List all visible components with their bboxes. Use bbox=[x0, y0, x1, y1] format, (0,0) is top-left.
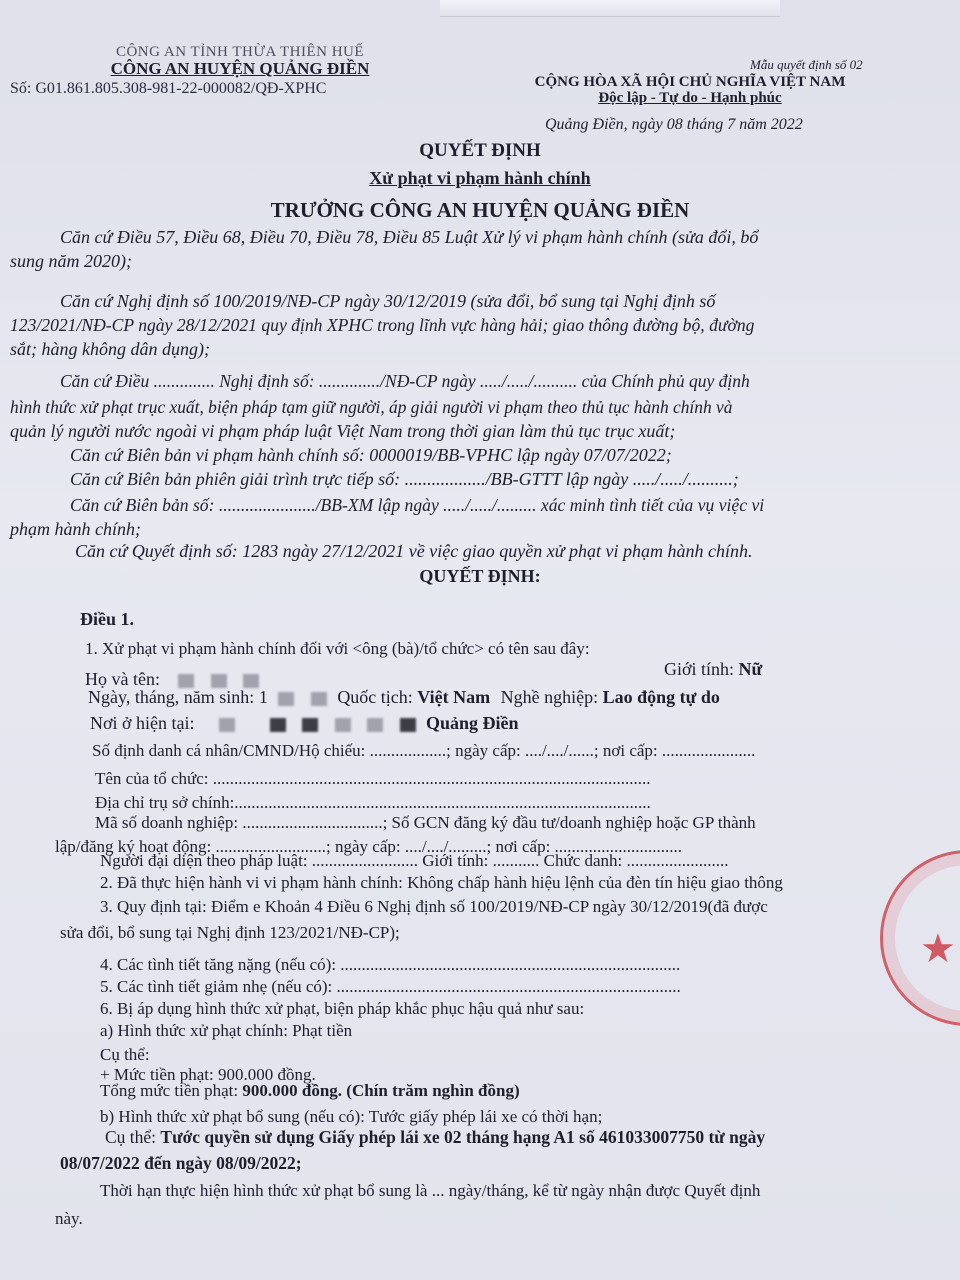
main-penalty: a) Hình thức xử phạt chính: Phạt tiền bbox=[100, 1021, 353, 1040]
basis-line: Căn cứ Biên bản phiên giải trình trực tiếp số: ................../BB-GTTT lập ngày ...../...../..........; bbox=[70, 469, 739, 489]
gender-label: Giới tính: bbox=[664, 659, 735, 679]
dob-label: Ngày, tháng, năm sinh: bbox=[88, 687, 255, 707]
article-1-heading: Điều 1. bbox=[80, 609, 134, 629]
redacted-block bbox=[270, 718, 286, 732]
fine-amount: + Mức tiền phạt: 900.000 đồng. bbox=[100, 1065, 316, 1084]
basis-line: 123/2021/NĐ-CP ngày 28/12/2021 quy định XPHC trong lĩnh vực hàng hải; giao thông đường bộ, đường bbox=[10, 315, 755, 335]
taxcode-line: Mã số doanh nghiệp: .................................; Số GCN đăng ký đầu tư/doanh nghiệp hoặc GP thành bbox=[95, 813, 756, 832]
basis-line: Căn cứ Quyết định số: 1283 ngày 27/12/2021 về việc giao quyền xử phạt vi phạm hành chính. bbox=[75, 541, 753, 561]
id-line: Số định danh cá nhân/CMND/Hộ chiếu: ..................; ngày cấp: ..../..../......; nơi cấp: ...................... bbox=[92, 741, 756, 760]
address-value: Quảng Điền bbox=[426, 713, 519, 733]
name-label: Họ và tên: bbox=[85, 669, 160, 689]
basis-line: Căn cứ Biên bản số: ....................../BB-XM lập ngày ...../...../......... xác minh tình tiết của vụ việc vi bbox=[70, 495, 765, 515]
total-fine-words: (Chín trăm nghìn đồng) bbox=[346, 1081, 520, 1100]
basis-line: Căn cứ Điều .............. Nghị định số: ............../NĐ-CP ngày ...../...../.......... của Chính phủ quy định bbox=[60, 371, 750, 391]
decision-number: Số: G01.861.805.308-981-22-000082/QĐ-XPHC bbox=[10, 80, 327, 97]
address-label: Nơi ở hiện tại: bbox=[90, 713, 195, 733]
violation-line: 2. Đã thực hiện hành vi vi phạm hành chính: Không chấp hành hiệu lệnh của đèn tín hiệu giao thông bbox=[100, 873, 783, 892]
duration-line: Thời hạn thực hiện hình thức xử phạt bổ sung là ... ngày/tháng, kể từ ngày nhận được Quyết định bbox=[100, 1181, 761, 1200]
dob-row bbox=[88, 686, 720, 708]
basis-line: sắt; hàng không dân dụng); bbox=[10, 339, 210, 359]
address-row bbox=[90, 712, 519, 734]
mitigating-line: 5. Các tình tiết giảm nhẹ (nếu có): ................................................................................. bbox=[100, 977, 681, 996]
redacted-block bbox=[219, 718, 235, 732]
dob-partial: 1 bbox=[258, 687, 268, 707]
basis-line: Căn cứ Nghị định số 100/2019/NĐ-CP ngày 30/12/2019 (sửa đổi, bổ sung tại Nghị định số bbox=[60, 291, 716, 311]
duration-line-cont: này. bbox=[55, 1209, 83, 1228]
gender-row bbox=[664, 658, 762, 680]
basis-line: quản lý người nước ngoài vi phạm pháp luật Việt Nam trong thời gian làm thủ tục trục xuất; bbox=[10, 421, 676, 441]
nationality-value: Việt Nam bbox=[417, 687, 491, 707]
agency-header bbox=[30, 44, 450, 79]
gender-value: Nữ bbox=[738, 659, 763, 679]
suspension-period: 08/07/2022 đến ngày 08/09/2022; bbox=[60, 1153, 302, 1173]
total-fine-label: Tổng mức tiền phạt: bbox=[100, 1081, 239, 1100]
license-suspension-text: Tước quyền sử dụng Giấy phép lái xe 02 tháng hạng A1 số 461033007750 từ ngày bbox=[160, 1127, 766, 1147]
total-fine-value: 900.000 đồng bbox=[242, 1081, 338, 1100]
doc-title: QUYẾT ĐỊNH bbox=[419, 140, 541, 161]
redacted-block bbox=[367, 718, 383, 732]
representative-line: Người đại diện theo pháp luật: ......................... Giới tính: ........... Chức danh: ........................ bbox=[100, 851, 729, 870]
redacted-block bbox=[302, 718, 318, 732]
doc-subtitle: Xử phạt vi phạm hành chính bbox=[369, 168, 591, 188]
total-fine-row: Tổng mức tiền phạt: 900.000 đồng. (Chín trăm nghìn đồng) bbox=[100, 1081, 520, 1100]
job-value: Lao động tự do bbox=[602, 687, 720, 707]
basis-line: sung năm 2020); bbox=[10, 251, 132, 271]
nationality-label: Quốc tịch: bbox=[337, 687, 413, 707]
redacted-block bbox=[311, 692, 327, 706]
seal-star-icon: ★ bbox=[920, 926, 956, 971]
basis-line: hình thức xử phạt trục xuất, biện pháp tạm giữ người, áp giải người vi phạm theo thủ tục hành chính và bbox=[10, 397, 733, 417]
org-line: Tên của tổ chức: ....................................................................................................... bbox=[95, 769, 651, 788]
motto: Độc lập - Tự do - Hạnh phúc bbox=[598, 90, 782, 106]
agency-parent: CÔNG AN TỈNH THỪA THIÊN HUẾ bbox=[115, 44, 365, 60]
regulation-line-cont: sửa đổi, bổ sung tại Nghị định 123/2021/NĐ-CP); bbox=[60, 923, 400, 942]
basis-line: Căn cứ Biên bản vi phạm hành chính số: 0000019/BB-VPHC lập ngày 07/07/2022; bbox=[70, 445, 672, 465]
redacted-block bbox=[278, 692, 294, 706]
redacted-block bbox=[335, 718, 351, 732]
additional-penalty: b) Hình thức xử phạt bổ sung (nếu có): Tước giấy phép lái xe có thời hạn; bbox=[100, 1107, 603, 1126]
republic-header bbox=[490, 58, 890, 107]
license-suspension-row bbox=[105, 1126, 765, 1148]
basis-line: Căn cứ Điều 57, Điều 68, Điều 70, Điều 78, Điều 85 Luật Xử lý vi phạm hành chính (sửa đổi, bổ bbox=[60, 227, 759, 247]
paper-fold bbox=[440, 0, 780, 17]
agency-name: CÔNG AN HUYỆN QUẢNG ĐIỀN bbox=[110, 59, 370, 78]
issuer-title: TRƯỞNG CÔNG AN HUYỆN QUẢNG ĐIỀN bbox=[270, 198, 690, 222]
specifics-label-2: Cụ thể: bbox=[105, 1127, 157, 1147]
aggravating-line: 4. Các tình tiết tăng nặng (nếu có): ................................................................................ bbox=[100, 955, 681, 974]
hq-line: Địa chỉ trụ sở chính:.................................................................................................. bbox=[95, 793, 651, 812]
issue-date: Quảng Điền, ngày 08 tháng 7 năm 2022 bbox=[545, 116, 803, 133]
decision-heading: QUYẾT ĐỊNH: bbox=[419, 566, 541, 586]
republic-name: CỘNG HÒA XÃ HỘI CHỦ NGHĨA VIỆT NAM bbox=[534, 74, 846, 90]
registration-line: lập/đăng ký hoạt động: ..........................; ngày cấp: ..../..../.........; nơi cấp: .............................. bbox=[55, 837, 683, 856]
regulation-line: 3. Quy định tại: Điểm e Khoản 4 Điều 6 Nghị định số 100/2019/NĐ-CP ngày 30/12/2019(đã được bbox=[100, 897, 768, 916]
basis-line: phạm hành chính; bbox=[10, 519, 141, 539]
form-label: Mẫu quyết định số 02 bbox=[750, 57, 863, 72]
penalty-intro: 6. Bị áp dụng hình thức xử phạt, biện pháp khắc phục hậu quả như sau: bbox=[100, 999, 585, 1018]
specifics-label: Cụ thể: bbox=[100, 1045, 150, 1064]
job-label: Nghề nghiệp: bbox=[500, 687, 599, 707]
redacted-block bbox=[400, 718, 416, 732]
offender-intro: 1. Xử phạt vi phạm hành chính đối với <ông (bà)/tổ chức> có tên sau đây: bbox=[85, 639, 590, 658]
